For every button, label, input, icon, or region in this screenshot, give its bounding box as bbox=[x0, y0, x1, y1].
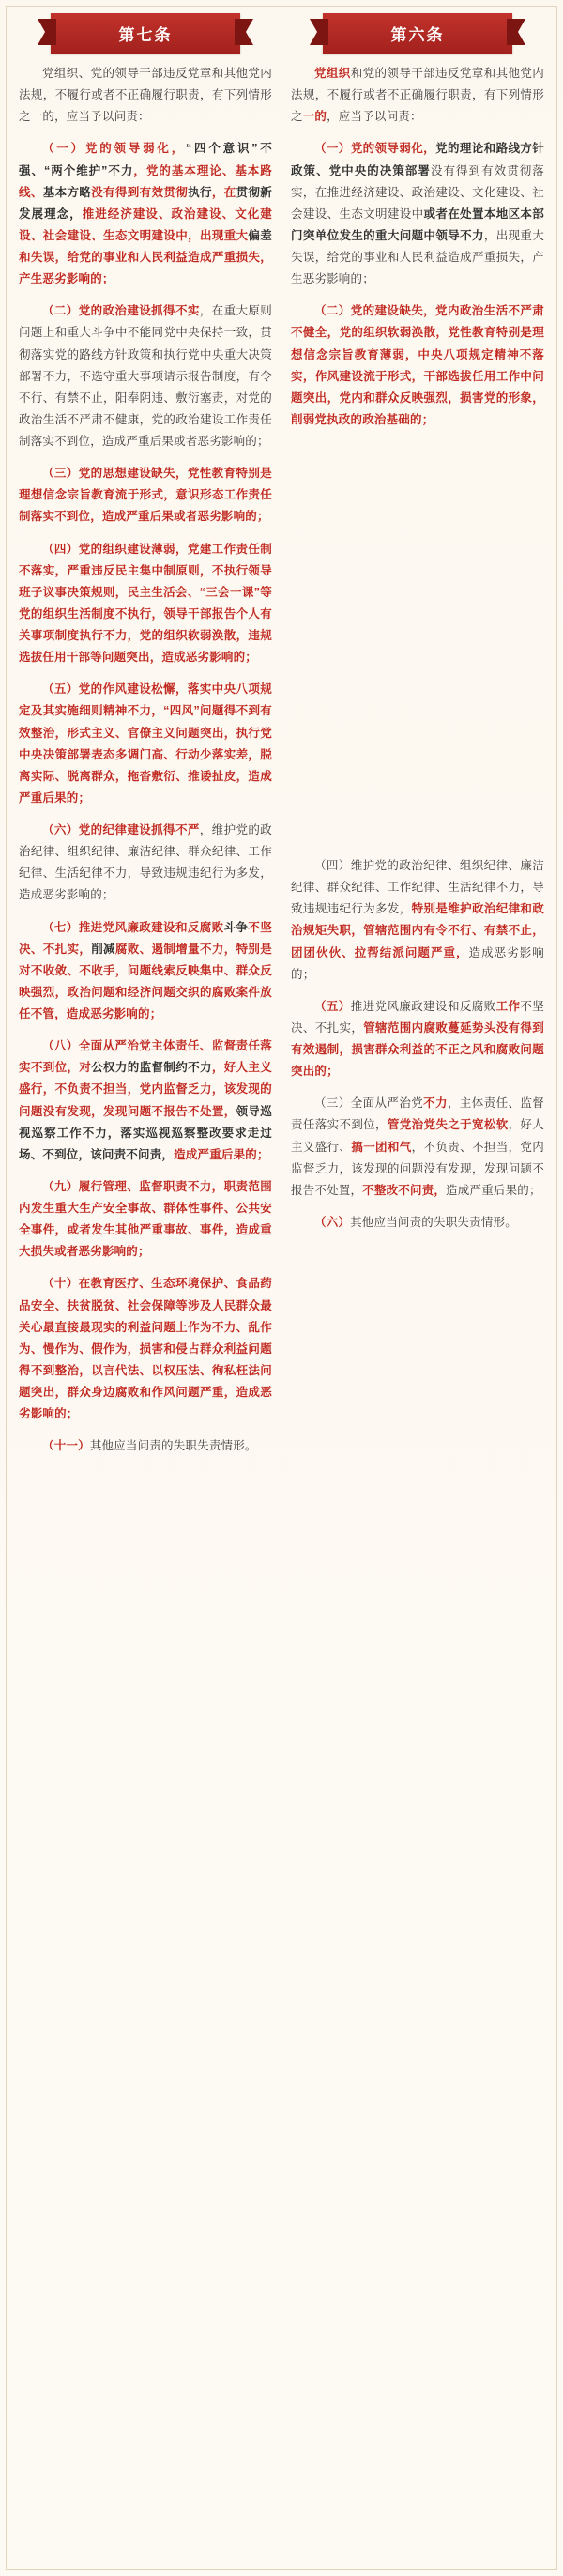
text-run: （二）党的建设缺失，党内政治生活不严肃不健全，党的组织软弱涣散，党性教育特别是理想信念宗旨教育薄弱，中央八项规定精神不落实，作风建设流于形式，干部选拔任用工作中问题突出，党内和群众反映强烈，损害党的形象，削弱党执政的政治基础的； bbox=[291, 304, 544, 426]
column-left bbox=[9, 13, 282, 1457]
text-run: ，应当予以问责： bbox=[327, 110, 422, 124]
text-run: 公权力的监督制约不力 bbox=[91, 1061, 212, 1075]
text-run: 没有得到有效贯彻 bbox=[91, 185, 189, 199]
text-run: （一）党的领导弱化， bbox=[42, 142, 186, 156]
paragraph bbox=[19, 1273, 272, 1425]
paragraph bbox=[19, 300, 272, 452]
text-run: 不整改不问责， bbox=[362, 1183, 447, 1197]
text-run: 不坚决、不扎实， bbox=[19, 920, 272, 956]
text-run: 党的理论和路线方针政策、党中央的决策部署 bbox=[291, 142, 544, 177]
text-run: （八）全面从严治党主体责任、监督责任落实不到位，对 bbox=[19, 1039, 272, 1075]
paragraph bbox=[291, 1212, 544, 1234]
ribbon-right-tail-icon bbox=[235, 19, 253, 45]
text-run: 没有得到有效贯彻落实，在推进经济建设、政治建设、文化建设、社会建设、生态文明建设中 bbox=[291, 163, 544, 221]
text-run: （五） bbox=[314, 999, 351, 1013]
text-run: 工作 bbox=[495, 999, 521, 1013]
text-run: （二）党的政治建设抓得不实 bbox=[42, 304, 200, 318]
text-run: 党组织 bbox=[314, 67, 351, 80]
paragraph-gap bbox=[291, 441, 544, 845]
text-run: 偏差 bbox=[248, 228, 272, 242]
text-run: ，好人主义盛行，不负责不担当，党内监督乏力，该发现的问题没有发现，发现问题不报告不处置， bbox=[19, 1061, 272, 1118]
text-run: 斗争 bbox=[223, 920, 249, 934]
text-run: （五）党的作风建设松懈，落实中央八项规定及其实施细则精神不力，“四风”问题得不到有效整治，形式主义、官僚主义问题突出，执行党中央决策部署表态多调门高、行动少落实差，脱离实际、脱离群众，拖沓敷衍、推诿扯皮，造成严重后果的； bbox=[19, 682, 272, 805]
text-run: 其他应当问责的失职失责情形。 bbox=[350, 1215, 517, 1229]
text-run: 不坚决、不扎实， bbox=[291, 999, 544, 1035]
text-run: 造成严重后果的； bbox=[446, 1183, 541, 1197]
paragraph bbox=[19, 539, 272, 669]
paragraph bbox=[19, 679, 272, 809]
paragraph bbox=[291, 138, 544, 290]
text-run: （四）党的组织建设薄弱，党建工作责任制不落实，严重违反民主集中制原则，不执行领导班子议事决策规则，民主生活会、“三会一课”等党的组织生活制度不执行，领导干部报告个人有关事项制度执行不力，党的组织软弱涣散，违规选拔任用干部等问题突出，造成恶劣影响的； bbox=[19, 542, 272, 665]
text-run: （一）党的领导弱化， bbox=[314, 142, 436, 156]
text-run: 搞一团和气 bbox=[351, 1140, 412, 1154]
text-run: （十一） bbox=[42, 1439, 90, 1453]
text-run: 执行 bbox=[188, 185, 212, 199]
text-run: 特别是维护政治纪律和政治规矩失职，管辖范围内有令不行、有禁不止，团团伙伙、拉帮结派问题严重， bbox=[291, 902, 544, 959]
text-run: 一的 bbox=[302, 110, 327, 124]
text-run: 贯彻新发展理念， bbox=[19, 185, 272, 221]
paragraph bbox=[291, 300, 544, 431]
column-right bbox=[282, 13, 554, 1457]
text-run: （六）党的纪律建设抓得不严 bbox=[42, 823, 200, 836]
text-run: ，在重大原则问题上和重大斗争中不能同党中央保持一致，贯彻落实党的路线方针政策和执行党中央重大决策部署不力，不选守重大事项请示报告制度，有令不行、有禁不止，阳奉阴违、敷衍塞责，对党的政治生活不严肃不健康，党的政治建设工作责任制落实不到位，造成严重后果或者恶劣影响的； bbox=[19, 304, 272, 448]
ribbon-right-tail-icon bbox=[507, 19, 525, 45]
paragraph bbox=[19, 917, 272, 1026]
text-run: ，主体责任、监督责任落实不到位， bbox=[291, 1096, 544, 1132]
paragraph bbox=[19, 138, 272, 290]
text-run: 推进经济建设、政治建设、文化建设、社会建设、生态文明建设中，出现重大 bbox=[19, 207, 272, 242]
text-run: （六） bbox=[314, 1215, 351, 1229]
paragraph bbox=[19, 1035, 272, 1166]
text-run: （三）全面从严治党 bbox=[314, 1096, 424, 1111]
text-run: （四）维护党的政治纪律、组织纪律、廉洁纪律、群众纪律、工作纪律、生活纪律不力，导致违规违纪行为多发， bbox=[291, 859, 544, 916]
text-run: （九）履行管理、监督职责不力，职责范围内发生重大生产安全事故、群体性事件、公共安全事件，或者发生其他严重事故、事件，造成重大损失或者恶劣影响的； bbox=[19, 1179, 272, 1259]
text-run: 其他应当问责的失职失责情形。 bbox=[89, 1439, 257, 1453]
paragraph bbox=[19, 1435, 272, 1457]
text-run: 推进党风廉政建设和反腐败 bbox=[350, 999, 496, 1013]
left-column-body bbox=[19, 63, 272, 1457]
paragraph bbox=[291, 1093, 544, 1202]
text-run: ，在 bbox=[211, 185, 236, 199]
right-heading-ribbon bbox=[323, 13, 512, 54]
text-run: “四个意识”不强、“两个维护”不力 bbox=[19, 142, 272, 177]
paragraph bbox=[19, 1176, 272, 1264]
text-run: 领导巡视巡察工作不力，落实巡视巡察整改要求走过场、不到位，该问责不问责， bbox=[19, 1104, 272, 1161]
text-run: 管辖范围内腐败蔓延势头没有得到有效遏制，损害群众利益的不正之风和腐败问题突出的； bbox=[291, 1020, 544, 1079]
text-run: ，出现重大失误，给党的事业和人民利益造成严重损失，产生恶劣影响的； bbox=[291, 228, 544, 286]
text-run: 不力 bbox=[423, 1096, 448, 1111]
text-run: ，不负责、不担当，党内监督乏力，该发现的问题没有发现，发现问题不报告不处置， bbox=[291, 1140, 544, 1197]
paragraph bbox=[19, 63, 272, 128]
paragraph bbox=[291, 63, 544, 128]
left-heading-ribbon-wrap bbox=[19, 13, 272, 54]
text-run: ，维护党的政治纪律、组织纪律、廉洁纪律、群众纪律、工作纪律、生活纪律不力，导致违规违纪行为多发，造成恶劣影响的； bbox=[19, 823, 272, 902]
text-run: 和失误，给党的事业和人民利益造成严重损失，产生恶劣影响的； bbox=[19, 251, 272, 286]
text-run: 基本方略 bbox=[42, 185, 92, 199]
text-run: ，党的基本理论、基本路线、 bbox=[19, 163, 272, 199]
left-heading-text: 第七条 bbox=[118, 26, 173, 44]
paragraph bbox=[19, 463, 272, 528]
text-run: 造成严重后果的； bbox=[174, 1147, 269, 1161]
right-heading-ribbon-wrap bbox=[291, 13, 544, 54]
ribbon-left-tail-icon bbox=[310, 19, 328, 45]
left-heading-ribbon bbox=[51, 13, 240, 54]
right-heading-text: 第六条 bbox=[390, 26, 445, 44]
text-run: 和党的领导干部违反党章和其他党内法规，不履行或者不正确履行职责，有下列情形之 bbox=[291, 67, 544, 124]
paragraph bbox=[19, 820, 272, 907]
ribbon-left-tail-icon bbox=[38, 19, 56, 45]
right-column-body bbox=[291, 63, 544, 1234]
text-run: ，好人主义盛行、 bbox=[291, 1118, 544, 1154]
text-run: （七）推进党风廉政建设和反腐败 bbox=[42, 920, 224, 934]
paragraph bbox=[291, 996, 544, 1083]
text-run: 削减 bbox=[91, 942, 115, 956]
text-run: 党组织、党的领导干部违反党章和其他党内法规，不履行或者不正确履行职责，有下列情形之一的，应当予以问责： bbox=[19, 67, 272, 124]
text-run: 腐败、遏制增量不力，特别是对不收敛、不收手，问题线索反映集中、群众反映强烈，政治问题和经济问题交织的腐败案件放任不管，造成恶劣影响的； bbox=[19, 942, 272, 1020]
text-run: （十）在教育医疗、生态环境保护、食品药品安全、扶贫脱贫、社会保障等涉及人民群众最关心最直接最现实的利益问题上作为不力、乱作为、慢作为、假作为，损害和侵占群众利益问题得不到整治，以言代法、以权压法、徇私枉法问题突出，群众身边腐败和作风问题严重，造成恶劣影响的； bbox=[19, 1277, 272, 1421]
text-run: 或者在处置本地区本部门突单位发生的重大问题中领导不力 bbox=[291, 207, 544, 242]
text-run: （三）党的思想建设缺失，党性教育特别是理想信念宗旨教育流于形式，意识形态工作责任制落实不到位，造成严重后果或者恶劣影响的； bbox=[19, 467, 272, 524]
text-run: 管党治党失之于宽松软 bbox=[387, 1118, 509, 1132]
text-run: 造成恶劣影响的； bbox=[291, 945, 545, 981]
paragraph bbox=[291, 855, 544, 986]
